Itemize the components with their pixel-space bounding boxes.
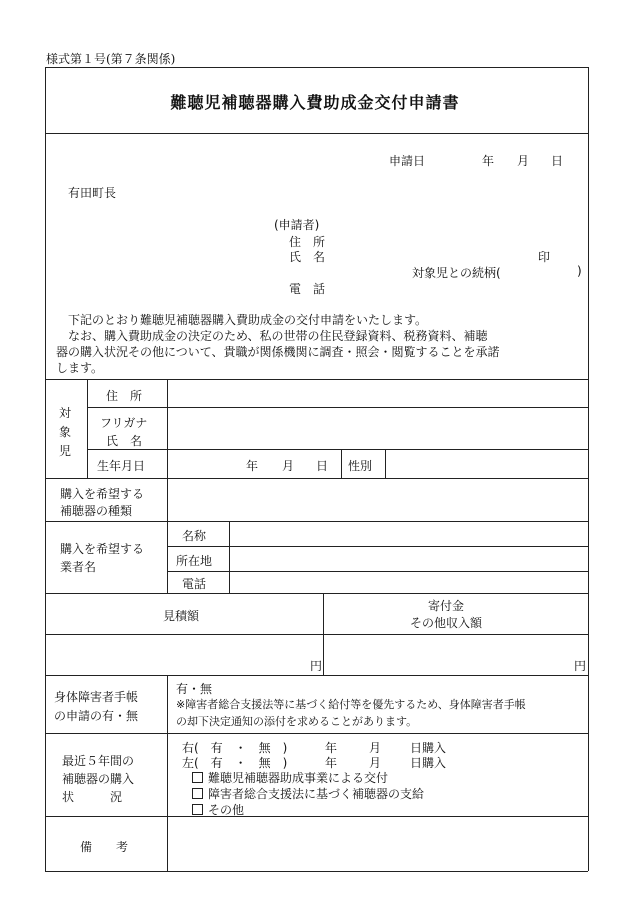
date-day: 日 [551,154,564,168]
history-left-year: 年 [325,756,338,770]
child-address-label: 住 所 [106,389,143,403]
vendor-line1: 購入を希望する [60,542,145,556]
relation-label: 対象児との続柄( [412,266,501,280]
target-label-3: 児 [59,444,72,458]
applicant-label: (申請者) [274,218,320,232]
donation-line2: その他収入額 [410,616,483,630]
applicant-name-label: 氏 名 [289,250,326,264]
checkbox-opt3[interactable] [192,804,203,815]
birth-day: 日 [316,459,329,473]
gender-label: 性別 [348,459,373,473]
donation-yen: 円 [574,659,587,673]
birth-year: 年 [246,459,259,473]
disability-line1: 身体障害者手帳 [54,690,139,704]
birth-month: 月 [282,459,295,473]
form-number: 様式第１号(第７条関係) [46,52,176,66]
applicant-phone-label: 電 話 [289,282,326,296]
history-right-purchase: 日購入 [410,741,447,755]
history-left: 左( 有 ・ 無 ) [182,756,288,770]
target-label-2: 象 [59,425,72,439]
applicant-address-label: 住 所 [289,235,326,249]
history-left-month: 月 [369,756,382,770]
form-title: 難聴児補聴器購入費助成金交付申請書 [170,93,460,112]
history-right-year: 年 [325,741,338,755]
statement-line2: なお、購入費助成金の決定のため、私の世帯の住民登録資料、税務資料、補聴 [68,329,488,343]
date-year: 年 [482,154,495,168]
seal-mark: 印 [538,250,551,264]
target-label-1: 対 [59,406,72,420]
child-birth-label: 生年月日 [97,459,146,473]
aid-type-line2: 補聴器の種類 [60,504,133,518]
addressee: 有田町長 [68,186,117,200]
history-line3: 状 況 [62,790,123,804]
history-right-month: 月 [369,741,382,755]
disability-note1: ※障害者総合支援法等に基づく給付等を優先するため、身体障害者手帳 [176,698,526,711]
history-option-3[interactable]: その他 [192,801,244,818]
history-line1: 最近５年間の [62,754,135,768]
checkbox-opt2[interactable] [192,788,203,799]
estimate-label: 見積額 [163,609,200,623]
donation-line1: 寄付金 [428,599,465,613]
disability-choice: 有・無 [176,682,213,696]
history-left-purchase: 日購入 [410,756,447,770]
statement-line4: します。 [56,361,104,375]
history-line2: 補聴器の購入 [62,772,135,786]
statement-line1: 下記のとおり難聴児補聴器購入費助成金の交付申請をいたします。 [68,313,428,327]
remarks-label: 備 考 [80,840,129,854]
statement-line3: 器の購入状況その他について、貴職が関係機関に調査・照会・閲覧することを承諾 [56,345,500,359]
history-option-1[interactable]: 難聴児補聴器助成事業による交付 [192,769,388,786]
disability-note2: の却下決定通知の添付を求めることがあります。 [176,715,418,728]
vendor-name-label: 名称 [182,529,207,543]
vendor-phone-label: 電話 [182,577,207,591]
date-month: 月 [517,154,530,168]
aid-type-line1: 購入を希望する [60,487,145,501]
relation-close: ) [577,264,582,278]
history-option-2[interactable]: 障害者総合支援法に基づく補聴器の支給 [192,785,424,802]
estimate-yen: 円 [310,659,323,673]
date-label: 申請日 [389,154,426,168]
child-name-label: 氏 名 [106,434,143,448]
history-right: 右( 有 ・ 無 ) [182,741,288,755]
child-furigana-label: フリガナ [100,416,148,430]
checkbox-opt1[interactable] [192,772,203,783]
vendor-line2: 業者名 [60,560,97,574]
disability-line2: の申請の有・無 [54,709,139,723]
vendor-location-label: 所在地 [176,554,213,568]
